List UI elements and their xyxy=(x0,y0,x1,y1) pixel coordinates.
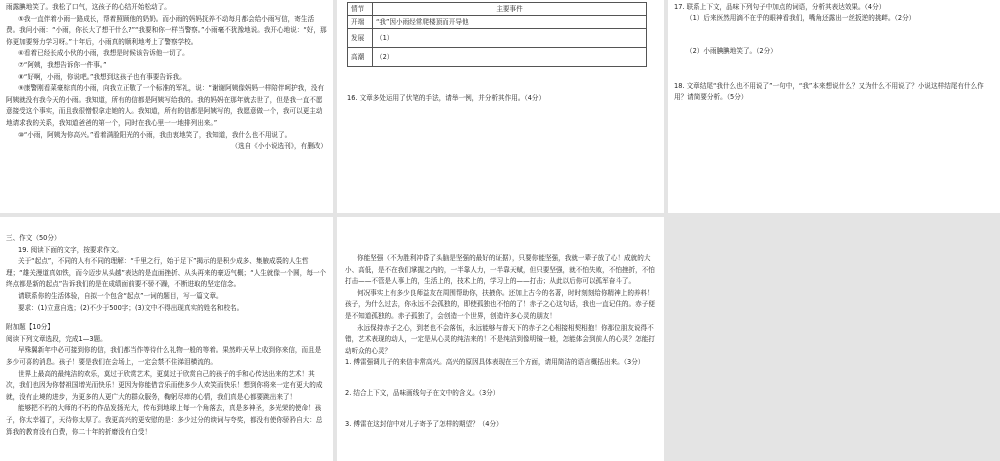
story-paragraph: ⑨康警刚看菜豪棕真的小雨，向我立正敬了一个标准的军礼，说：“谢谢阿姨像妈妈一样陪伴呵护我，没有阿姨就没有我今天的小雨。我知道，所有的信都是阿姨写给我的。我的妈妈在那年就去世了，但是我一直不愿意接受这个事实，而且我很憎恨拿走她的人。我知道，所有的信都是阿姨写的，我愿意做一个，我可以更主动地请求我的关系，我知道爸爸的第一个，同时在我心里一一地排列出来。” xyxy=(6,84,325,127)
reading-paragraph: 何况事实上有多少良师益友在周围帮助你，扶掖你。还加上古今的名著，时时刻刻给你精神上的养料！孩子，为什么过去，你永远不会孤独的，即使孤独也不怕的了！赤子之心这句话，我也一直记住的。赤子便是不知道孤独的。赤子孤独了，会创造一个世界，创造许多心灵的朋友！ xyxy=(345,288,655,320)
story-paragraph: ⑤我一直伴着小雨一路成长，帮着照顾他的奶奶。而小雨的妈妈抚养不动每月都会给小雨写信，寄生活费。我问小雨：“小雨，你长大了想干什么?”“我要和你一样当警察。”小雨毫不犹豫地说。我开心地说：“好，那你更加要努力学习呀。”十年后，小雨真的顺利地考上了警察学校。 xyxy=(6,14,327,46)
reading-paragraph: 永远保持赤子之心，到老也不会落伍，永远能够与普天下的赤子之心相接相契相抱！你那位朋友说得不错，艺术表现的动人，一定是从心灵的纯洁来的！不是纯洁到像明镜一般，怎能体会到前人的心灵？怎能打动听众的心灵？ xyxy=(345,323,655,355)
question-2: 2. 结合上下文，品味画线句子在文中的含义。（3分） xyxy=(345,389,500,398)
page-panel-story xyxy=(0,0,333,213)
table-cell: 发展 xyxy=(348,29,373,48)
section-heading: 三、作文（50分） xyxy=(6,234,61,242)
question-19: 19. 阅读下面的文字，按要求作文。 xyxy=(18,245,123,254)
table-header: 主要事件 xyxy=(373,3,647,16)
extra-heading: 附加题【10分】 xyxy=(6,323,54,332)
page-panel-essay xyxy=(0,217,333,461)
table-cell: “我”因小雨经常爬楼顶而开导他 xyxy=(373,16,647,29)
essay-requirement: 要求：(1)立意自选；(2)不少于500字；(3)文中不得出现真实的姓名和校名。 xyxy=(18,303,244,312)
page-panel-reading xyxy=(337,217,664,461)
extra-intro: 阅读下列文章选段，完成1—3题。 xyxy=(6,334,107,343)
plot-table xyxy=(347,2,647,67)
question-16: 16. 文章多处运用了伏笔的手法，请举一例，并分析其作用。（4分） xyxy=(347,94,546,102)
table-cell: 高潮 xyxy=(348,48,373,67)
question-18: 18. 文章结尾“我什么也不用说了”一句中，“我”本来想说什么？又为什么不用说了？小说这样结尾有什么作用？请简要分析。（5分） xyxy=(674,82,984,101)
page-panel-questions-a xyxy=(337,0,664,213)
source-note: （选自《小小说选刊》，有删改） xyxy=(231,142,327,151)
question-3: 3. 傅雷在这封信中对儿子寄予了怎样的期望？（4分） xyxy=(345,420,503,429)
blank-area xyxy=(668,217,1000,461)
reading-paragraph: 世界上最高的最纯洁的欢乐，莫过于欣赏艺术，更莫过于欣赏自己的孩子的手和心传达出来的艺术！其次，我们也因为你替祖国增光而快乐！更因为你能借音乐而使多少人欢笑而快乐！想到你将来一定有更大的成就，没有止境的进步，为更多的人更广大的群众服务，鞠躬尽瘁的心情，我们真是心都要跳出来了！ xyxy=(6,369,323,401)
essay-requirement: 请联系你的生活体验，自拟一个包含“起点”一词的题目，写一篇文章。 xyxy=(18,291,223,300)
question-17-2: （2）小雨腆腆地笑了。（2分） xyxy=(686,47,777,55)
table-cell: （2） xyxy=(373,48,647,67)
page-panel-questions-b xyxy=(668,0,1000,213)
table-cell: （1） xyxy=(373,29,647,48)
question-17-1: （1）后来医然用滴不在乎的眼神看我们，嘴角还露出一丝扳逆的挑衅。（2分） xyxy=(686,14,916,22)
question-1: 1. 傅雷强调儿子的来信非常高兴。高兴的原因具体表现在三个方面，请用简洁的语言概括出来。（3分） xyxy=(345,358,645,367)
story-paragraph: ⑩“小雨，阿姨为你高兴。”看着满脸阳光的小雨，我由衷地笑了，我知道，我什么也不用说了。 xyxy=(18,130,292,139)
reading-paragraph: 能够把不朽的大师的不朽的作品发扬光大，传布到地球上每一个角落去，真是多神圣，多光荣的使命！孩子，你太幸福了，天待你太厚了。我更高兴的更安慰的是：多少过分的谀词与夸奖，都没有使你骄矜自大：总算我的教育没有白费，你二十年的折磨没有白受！ xyxy=(6,404,323,436)
table-header: 情节 xyxy=(348,3,373,16)
essay-prompt: 关于“起点”，不同的人有不同的理解：“千里之行，始于足下”揭示的是积少成多、集腋成裘的人生哲理；“雄关漫道真如铁，而今迈步从头越”表达的是直面挫折、从头再来的豪迈气概；“人生就像一个圆，每一个终点都是新的起点”告诉我们的是在成绩面前要不骄不躁，不断进取的坚定信念。 xyxy=(6,257,327,289)
story-paragraph: ⑧“好啊，小雨，你说吧。”我想到这孩子也有事要告诉我。 xyxy=(18,72,186,81)
story-paragraph: ⑥看着已经长成小伙的小雨，我想是时候该告诉他一切了。 xyxy=(18,49,189,58)
story-paragraph: ⑦“阿姨，我想告诉你一件事。” xyxy=(18,60,107,69)
story-paragraph: 雨露腆地笑了。我松了口气，这孩子的心结开始松动了。 xyxy=(6,3,171,11)
reading-paragraph: 你能坚强（不为胜利冲昏了头脑是坚强的最好的证据），只要你能坚强，我就一辈子放了心！成就的大小、高低，是不在我们掌握之内的，一半靠人力，一半靠天赋，但只要坚强，就不怕失败，不怕挫折，不怕打击——不管是人事上的，生活上的，技术上的，学习上的——打击；从此以后你可以孤军奋斗了。 xyxy=(345,254,655,286)
question-17: 17. 联系上下文，品味下列句子中加点的词语，分析其表达效果。（4分） xyxy=(674,3,886,11)
reading-paragraph: 早殊翼新年中必可接到你的信，我们都当作等待什么礼物一般的等着。果然昨天早上收到你来信，而且是多少可喜的消息。孩子！要是我们在会场上，一定会禁不住涕泪横流的。 xyxy=(6,346,322,366)
table-cell: 开端 xyxy=(348,16,373,29)
